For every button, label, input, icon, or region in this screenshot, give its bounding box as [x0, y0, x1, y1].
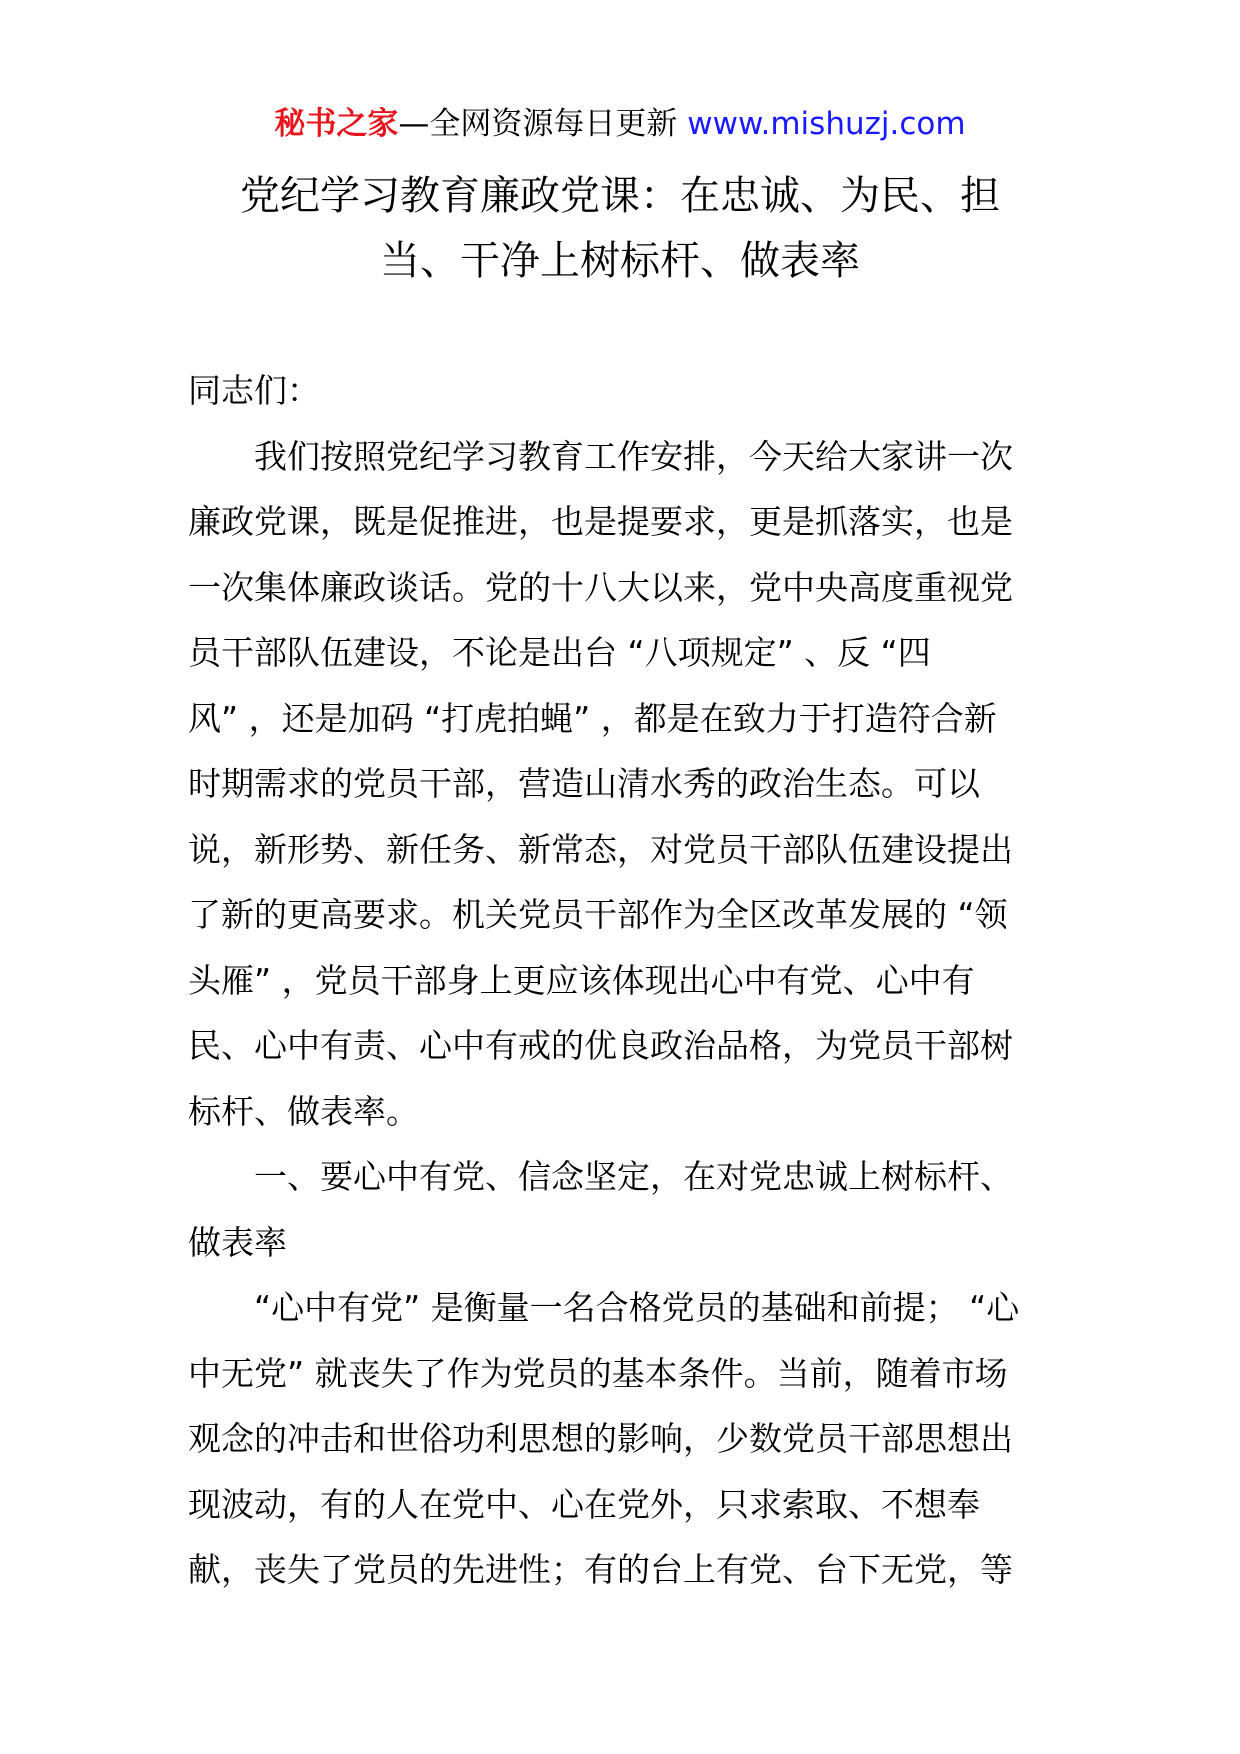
site-brand: 秘书之家 — [274, 106, 399, 142]
body-line: “心中有党” 是衡量一名合格党员的基础和前提； “心 — [254, 1288, 1020, 1327]
body-line: 观念的冲击和世俗功利思想的影响，少数党员干部思想出 — [188, 1419, 1013, 1458]
body-line: 员干部队伍建设，不论是出台 “八项规定” 、反 “四 — [188, 633, 931, 672]
site-tagline: —全网资源每日更新 — [398, 106, 688, 142]
section-heading-line: 一、要心中有党、信念坚定，在对党忠诚上树标杆、 — [254, 1157, 1013, 1196]
salutation: 同志们： — [188, 371, 320, 410]
body-line: 民、心中有责、心中有戒的优良政治品格，为党员干部树 — [188, 1026, 1013, 1065]
body-line: 一次集体廉政谈话。党的十八大以来，党中央高度重视党 — [188, 567, 1013, 607]
site-header — [0, 102, 1240, 146]
body-line: 现波动，有的人在党中、心在党外，只求索取、不想奉 — [188, 1484, 980, 1524]
body-line: 我们按照党纪学习教育工作安排，今天给大家讲一次 — [254, 436, 1013, 476]
document-title-line: 当、干净上树标杆、做表率 — [380, 238, 860, 284]
body-line: 时期需求的党员干部，营造山清水秀的政治生态。可以 — [188, 764, 980, 803]
body-line: 廉政党课，既是促推进，也是提要求，更是抓落实，也是 — [188, 502, 1013, 541]
body-line: 风” ，还是加码 “打虎拍蝇” ，都是在致力于打造符合新 — [188, 698, 997, 738]
body-line: 头雁” ，党员干部身上更应该体现出心中有党、心中有 — [188, 960, 975, 1000]
document-title-line: 党纪学习教育廉政党课：在忠诚、为民、担 — [240, 173, 1000, 219]
body-line: 中无党” 就丧失了作为党员的基本条件。当前，随着市场 — [188, 1353, 1008, 1393]
site-url-link[interactable]: www.mishuzj.com — [687, 106, 966, 142]
body-line: 说，新形势、新任务、新常态，对党员干部队伍建设提出 — [188, 829, 1013, 869]
body-line: 献，丧失了党员的先进性；有的台上有党、台下无党，等 — [188, 1550, 1013, 1589]
body-line: 标杆、做表率。 — [188, 1091, 419, 1131]
document-title — [150, 164, 1090, 294]
section-heading-line: 做表率 — [188, 1222, 287, 1262]
document-body — [188, 358, 1058, 1603]
body-line: 了新的更高要求。机关党员干部作为全区改革发展的 “领 — [188, 895, 1008, 934]
